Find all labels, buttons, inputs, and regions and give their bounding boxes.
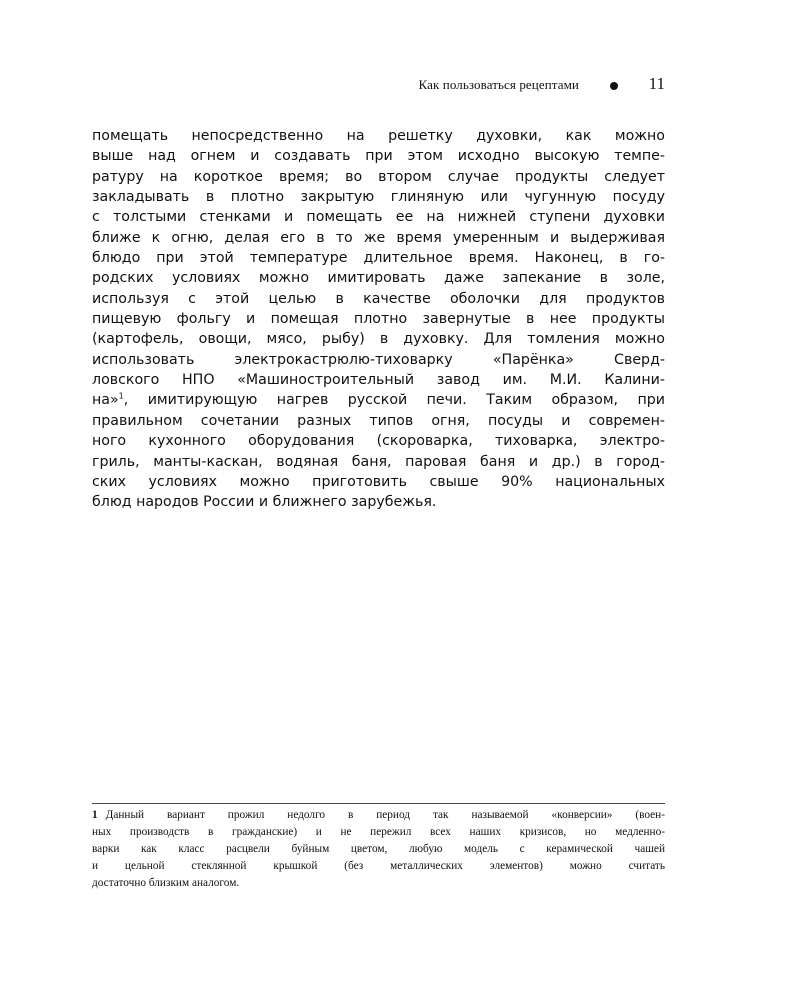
body-line: использовать электрокастрюлю-тиховарку «Парёнка» Сверд- (92, 351, 665, 368)
body-line: помещать непосредственно на решетку духовки, как можно (92, 128, 665, 144)
footnote-line-text: Данный вариант прожил недолго в период так называемой «конверсии» (воен- (105, 809, 665, 821)
body-line: правильном сочетании разных типов огня, посуды и современ- (92, 412, 665, 429)
body-line-with-footnote (92, 390, 665, 410)
body-line: закладывать в плотно закрытую глиняную или чугунную посуду (92, 189, 665, 206)
footnote-line: и цельной стеклянной крышкой (без металлических элементов) можно считать (92, 860, 665, 872)
running-title: Как пользоваться рецептами (418, 77, 579, 92)
body-line: ратуру на короткое время; во втором случае продукты следует (92, 168, 665, 185)
body-line: блюд народов России и ближнего зарубежья. (92, 494, 437, 511)
footnote-divider (92, 803, 665, 804)
bullet-icon (610, 82, 618, 90)
footnote-number: 1 (92, 809, 98, 821)
body-line: выше над огнем и создавать при этом исходно высокую темпе- (92, 148, 665, 165)
running-header (92, 74, 665, 96)
body-line-end: , имитирующую нагрев русской печи. Таким образом, при (123, 392, 665, 409)
body-line: блюдо при этой температуре длительное время. Наконец, в го- (92, 250, 665, 267)
body-line: ских условиях можно приготовить свыше 90% национальных (92, 473, 665, 490)
footnote-line: варки как класс расцвели буйным цветом, любую модель с керамической чашей (92, 843, 665, 855)
body-line: гриль, манты-каскан, водяная баня, паровая баня и др.) в город- (92, 453, 665, 470)
body-line: ловского НПО «Машиностроительный завод им. М.И. Калини- (92, 372, 665, 389)
footnote-reference[interactable]: 1 (118, 391, 124, 401)
body-line-start: на» (92, 392, 119, 409)
footnote-line: достаточно близким аналогом. (92, 877, 240, 889)
body-line: ближе к огню, делая его в то же время умеренным и выдерживая (92, 229, 665, 246)
footnote (92, 807, 665, 892)
body-line: (картофель, овощи, мясо, рыбу) в духовку. Для томления можно (92, 331, 665, 348)
body-line: пищевую фольгу и помещая плотно завернутые в нее продукты (92, 311, 665, 328)
body-line: используя с этой целью в качестве оболочки для продуктов (92, 290, 665, 307)
body-line: с толстыми стенками и помещать ее на нижней ступени духовки (92, 209, 665, 226)
footnote-line (92, 807, 665, 824)
page-number: 11 (648, 74, 665, 93)
footnote-line: ных производств в гражданские) и не пережил всех наших кризисов, но медленно- (92, 826, 665, 838)
body-line: ного кухонного оборудования (скороварка, тиховарка, электро- (92, 433, 665, 450)
body-line: родских условиях можно имитировать даже запекание в золе, (92, 270, 665, 287)
main-body-text (92, 126, 665, 513)
